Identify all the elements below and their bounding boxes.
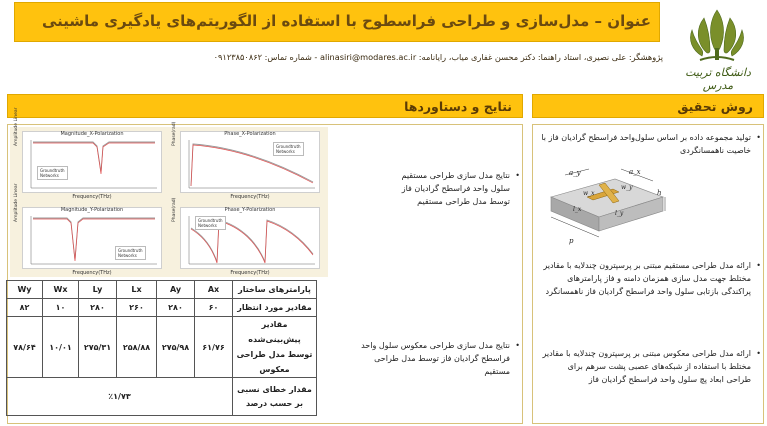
table-cell-error-value: ٪۱/۷۳: [7, 378, 233, 416]
plot-curves: [23, 208, 163, 270]
label-p: p: [569, 237, 574, 245]
method-bullet-forward-model: • ارائه مدل طراحی مستقیم مبتنی بر پرسپترون چندلایه با مقادیر مختلط جهت مدل سازی همزمان دامنه و فاز پارامترهای پراکندگی بازتابی سلول واحد فراسطح گرادیان فاز ناهمسانگرد: [541, 259, 751, 298]
results-header-band: [7, 94, 523, 118]
parameters-table: [6, 280, 317, 416]
table-cell: ۶۱/۷۶: [195, 317, 233, 378]
legend-groundtruth: Groundtruth: [40, 168, 65, 173]
label-ay: a_y: [569, 169, 581, 177]
table-cell: ۲۷۵/۹۸: [157, 317, 195, 378]
table-cell: ۱۰: [43, 299, 79, 317]
results-bullet-inverse: • نتایج مدل سازی طراحی معکوس سلول واحد فراسطح گرادیان فاز توسط مدل طراحی مستقیم: [348, 339, 510, 378]
plot-xlabel: Frequency(THz): [230, 194, 270, 200]
plot-ylabel: Phase(rad): [172, 121, 177, 146]
plot-magnitude-y: [14, 183, 162, 276]
legend-networks: Networks: [276, 149, 295, 154]
legend-networks: Networks: [118, 253, 137, 258]
table-row: [7, 378, 317, 416]
plot-title: Phase_X-Polarization: [224, 131, 276, 137]
plot-legend: [273, 142, 304, 156]
label-lx: l_x: [573, 206, 582, 213]
poster-title: عنوان – مدل‌سازی و طراحی فراسطوح با استفاده از الگوریتم‌های یادگیری ماشینی: [41, 12, 651, 30]
legend-groundtruth: Groundtruth: [118, 248, 143, 253]
label-h: h: [657, 189, 662, 197]
method-bullet-dataset: • تولید مجموعه داده بر اساس سلول‌واحد فراسطح گرادیان فاز با خاصیت ناهمسانگردی: [541, 131, 751, 157]
plot-legend: [37, 166, 68, 180]
method-heading: روش تحقیق: [677, 99, 753, 114]
unit-cell-figure: [543, 167, 670, 249]
table-header-cell: Ly: [79, 281, 117, 299]
table-cell: ۲۸۰: [79, 299, 117, 317]
label-wy: w_y: [621, 184, 633, 191]
table-cell: ۲۶۰: [117, 299, 157, 317]
table-cell: ۷۸/۶۴: [7, 317, 43, 378]
table-row: [7, 317, 317, 378]
plot-curves: [23, 132, 163, 194]
plot-legend: [115, 246, 146, 260]
table-header-cell: پارامترهای ساختار: [233, 281, 317, 299]
university-logo: [670, 2, 765, 92]
table-header-cell: Wy: [7, 281, 43, 299]
plot-title: Phase_Y-Polarization: [224, 207, 276, 213]
authors-line: پژوهشگر: علی نصیری، استاد راهنما: دکتر محسن غفاری میاب، رایانامه: alinasiri@modares.ac.ir - شماره تماس: ۰۹۱۲۳۸۵۰۸۶۲: [213, 52, 663, 62]
plot-phase-y: [172, 197, 320, 276]
plot-title: Magnitude_Y-Polarization: [60, 207, 124, 213]
plot-xlabel: Frequency(THz): [230, 270, 270, 276]
legend-groundtruth: Groundtruth: [198, 218, 223, 223]
label-ly: l_y: [615, 210, 624, 217]
plot-magnitude-x: [14, 107, 162, 200]
plot-title: Magnitude_X-Polarization: [60, 131, 124, 137]
table-cell: مقادیر پیش‌بینی‌شده توسط مدل طراحی معکوس: [233, 317, 317, 378]
method-bullet-inverse-model: • ارائه مدل طراحی معکوس مبتنی بر پرسپترون چندلایه با مقادیر مختلط با استفاده از شبکه‌های عصبی پشت سرهم برای طراحی ابعاد پچ سلول واحد فراسطح گرادیان فاز: [541, 347, 751, 386]
plot-phase-x: [172, 121, 320, 200]
label-wx: w_x: [583, 190, 595, 197]
plot-ylabel: Amplitude Linear: [14, 183, 19, 222]
legend-networks: Networks: [40, 173, 59, 178]
table-cell-error-label: مقدار خطای نسبی بر حسب درصد: [233, 378, 317, 416]
legend-networks: Networks: [198, 223, 217, 228]
table-cell: ۱۰/۰۱: [43, 317, 79, 378]
table-cell: مقادیر مورد انتظار: [233, 299, 317, 317]
title-band: [14, 2, 660, 42]
plot-xlabel: Frequency(THz): [72, 270, 112, 276]
table-cell: ۲۸۰: [157, 299, 195, 317]
method-header-band: [532, 94, 764, 118]
table-cell: ۲۵۸/۸۸: [117, 317, 157, 378]
logo-text: دانشگاه تربیت مدرس: [685, 66, 751, 92]
table-cell: ۶۰: [195, 299, 233, 317]
plot-ylabel: Phase(rad): [172, 197, 177, 222]
table-header-cell: Lx: [117, 281, 157, 299]
label-ax: a_x: [629, 168, 641, 176]
legend-groundtruth: Groundtruth: [276, 144, 301, 149]
results-heading: نتایج و دستاوردها: [404, 99, 512, 114]
table-cell: ۲۷۵/۳۱: [79, 317, 117, 378]
results-bullet-forward: • نتایج مدل سازی طراحی مستقیم سلول واحد فراسطح گرادیان فاز توسط مدل طراحی مستقیم: [386, 169, 510, 208]
table-header-cell: Wx: [43, 281, 79, 299]
results-figure: [10, 107, 328, 277]
plot-ylabel: Amplitude Linear: [14, 107, 19, 146]
poster-header: [0, 0, 767, 90]
plot-legend: [195, 216, 226, 230]
table-header-row: [7, 281, 317, 299]
table-cell: ۸۲: [7, 299, 43, 317]
table-header-cell: Ay: [157, 281, 195, 299]
table-header-cell: Ax: [195, 281, 233, 299]
plot-xlabel: Frequency(THz): [72, 194, 112, 200]
table-row: [7, 299, 317, 317]
